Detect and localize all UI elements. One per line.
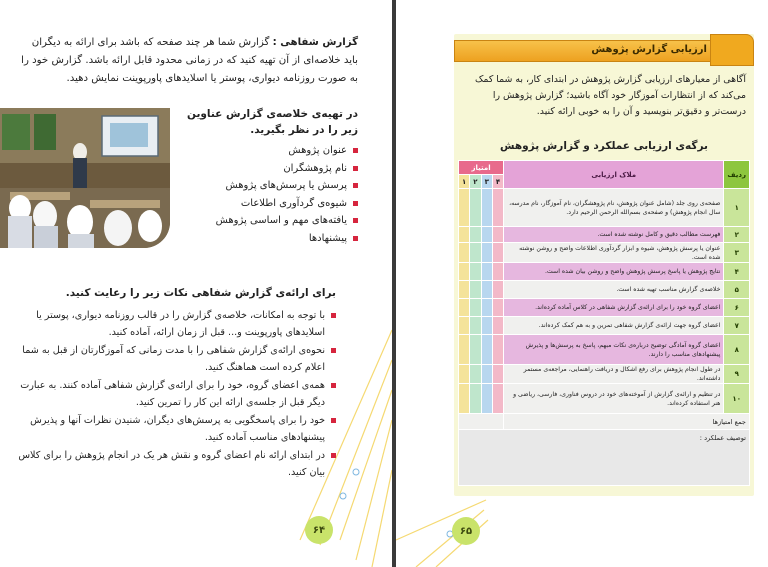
summary-tips bbox=[178, 106, 358, 247]
rules-list bbox=[18, 307, 336, 482]
table-row bbox=[459, 281, 750, 299]
sum-label: جمع امتیازها bbox=[504, 414, 750, 430]
row-number: ۹ bbox=[724, 365, 750, 384]
score-level-4: ۴ bbox=[492, 175, 503, 189]
table-row bbox=[459, 317, 750, 335]
page-number-right: ۶۵ bbox=[452, 517, 480, 545]
score-cell[interactable] bbox=[459, 335, 470, 365]
row-number: ۵ bbox=[724, 281, 750, 299]
score-cell[interactable] bbox=[481, 384, 492, 414]
score-cell[interactable] bbox=[492, 263, 503, 281]
oral-report-rules bbox=[18, 285, 336, 482]
table-title: برگه‌ی ارزیابی عملکرد و گزارش پژوهش bbox=[500, 140, 708, 152]
score-level-2: ۲ bbox=[470, 175, 481, 189]
section-header-tab bbox=[710, 34, 754, 66]
tips-list bbox=[178, 142, 358, 247]
score-cell[interactable] bbox=[492, 243, 503, 263]
list-item: با توجه به امکانات، خلاصه‌ی گزارش را در قالب روزنامه دیواری، پوستر یا اسلایدهای پاورپوینت و... قبل از زمان ارائه، آماده کنید. bbox=[18, 307, 336, 342]
row-number: ۳ bbox=[724, 243, 750, 263]
description-label[interactable]: توصیف عملکرد : bbox=[459, 430, 750, 486]
list-item: یافته‌های مهم و اساسی پژوهش bbox=[178, 212, 358, 230]
intro-paragraph bbox=[18, 34, 358, 88]
row-criterion: خلاصه‌ی گزارش مناسب تهیه شده است. bbox=[504, 281, 724, 299]
intro-label: گزارش شفاهی : bbox=[272, 37, 358, 48]
sum-value-cell[interactable] bbox=[459, 414, 504, 430]
score-cell[interactable] bbox=[459, 243, 470, 263]
list-item: نام پژوهشگران bbox=[178, 160, 358, 178]
score-cell[interactable] bbox=[492, 384, 503, 414]
row-number: ۱ bbox=[724, 189, 750, 227]
evaluation-panel bbox=[454, 34, 754, 496]
score-cell[interactable] bbox=[492, 299, 503, 317]
rules-heading: برای ارائه‌ی گزارش شفاهی نکات زیر را رعایت کنید. bbox=[65, 287, 336, 299]
section-title: ارزیابی گزارش پژوهش bbox=[591, 44, 707, 55]
list-item: در ابتدای ارائه نام اعضای گروه و نقش هر یک در انجام پژوهش را برای کلاس بیان کنید. bbox=[18, 447, 336, 482]
row-number: ۴ bbox=[724, 263, 750, 281]
score-cell[interactable] bbox=[470, 299, 481, 317]
row-number: ۲ bbox=[724, 227, 750, 243]
list-item: پیشنهادها bbox=[178, 230, 358, 248]
classroom-photo bbox=[0, 108, 170, 248]
score-cell[interactable] bbox=[470, 281, 481, 299]
row-criterion: اعضای گروه خود را برای ارائه‌ی گزارش شفاهی در کلاس آماده کرده‌اند. bbox=[504, 299, 724, 317]
score-cell[interactable] bbox=[481, 189, 492, 227]
score-cell[interactable] bbox=[459, 263, 470, 281]
score-cell[interactable] bbox=[481, 263, 492, 281]
intro-text: گزارش شما هر چند صفحه که باشد برای ارائه به دیگران باید خلاصه‌ای از آن تهیه کنید که در زمانی محدود قابل ارائه باشد. گزارش خود را به صورت روزنامه دیواری، پوستر یا اسلایدهای پاورپوینت نمایش دهید. bbox=[21, 37, 358, 84]
score-cell[interactable] bbox=[459, 227, 470, 243]
score-cell[interactable] bbox=[459, 384, 470, 414]
score-cell[interactable] bbox=[459, 365, 470, 384]
table-row-description bbox=[459, 430, 750, 486]
score-cell[interactable] bbox=[492, 227, 503, 243]
score-cell[interactable] bbox=[459, 299, 470, 317]
table-row bbox=[459, 384, 750, 414]
list-item: پرسش یا پرسش‌های پژوهش bbox=[178, 177, 358, 195]
list-item: نحوه‌ی ارائه‌ی گزارش شفاهی را با مدت زمانی که آموزگارتان از قبل به شما اعلام کرده است هماهنگ کنید. bbox=[18, 342, 336, 377]
row-criterion: اعضای گروه آمادگی توضیح دربار‌ه‌ی نکات مبهم، پاسخ به پرسش‌ها و پذیرش پیشنهادهای مناسب را دارند. bbox=[504, 335, 724, 365]
table-row bbox=[459, 263, 750, 281]
score-cell[interactable] bbox=[481, 299, 492, 317]
row-criterion: اعضای گروه جهت ارائه‌ی گزارش شفاهی تمرین و به هم کمک کرده‌اند. bbox=[504, 317, 724, 335]
section-header bbox=[454, 34, 754, 66]
score-cell[interactable] bbox=[492, 335, 503, 365]
table-row bbox=[459, 243, 750, 263]
list-item: عنوان پژوهش bbox=[178, 142, 358, 160]
score-level-1: ۱ bbox=[459, 175, 470, 189]
score-cell[interactable] bbox=[470, 227, 481, 243]
score-cell[interactable] bbox=[470, 189, 481, 227]
column-header-row: ردیف bbox=[724, 161, 750, 189]
row-criterion: عنوان یا پرسش پژوهش، شیوه و ابزار گردآوری اطلاعات واضح و روشن نوشته شده است. bbox=[504, 243, 724, 263]
table-row bbox=[459, 299, 750, 317]
score-cell[interactable] bbox=[470, 335, 481, 365]
score-cell[interactable] bbox=[459, 281, 470, 299]
evaluation-table bbox=[458, 160, 750, 486]
table-row-sum bbox=[459, 414, 750, 430]
row-number: ۸ bbox=[724, 335, 750, 365]
score-cell[interactable] bbox=[481, 281, 492, 299]
score-cell[interactable] bbox=[492, 281, 503, 299]
row-number: ۱۰ bbox=[724, 384, 750, 414]
table-row bbox=[459, 365, 750, 384]
score-cell[interactable] bbox=[470, 365, 481, 384]
score-cell[interactable] bbox=[481, 365, 492, 384]
column-header-score: امتیاز bbox=[459, 161, 504, 175]
score-cell[interactable] bbox=[492, 317, 503, 335]
score-cell[interactable] bbox=[470, 243, 481, 263]
tips-heading: در تهیه‌ی خلاصه‌ی گزارش عناوین زیر را در نظر بگیرید. bbox=[187, 108, 358, 136]
score-cell[interactable] bbox=[470, 263, 481, 281]
right-page bbox=[396, 0, 768, 567]
column-header-criterion: ملاک ارزیابی bbox=[504, 161, 724, 189]
row-criterion: صفحه‌ی روی جلد (شامل عنوان پژوهش، نام پژوهشگران، نام آموزگار، نام مدرسه، سال انجام پژوهش) و صفحه‌ی بسم‌الله الرحمن الرحیم دارد. bbox=[504, 189, 724, 227]
row-number: ۶ bbox=[724, 299, 750, 317]
score-cell[interactable] bbox=[470, 317, 481, 335]
score-cell[interactable] bbox=[481, 317, 492, 335]
list-item: شیوه‌ی گردآوری اطلاعات bbox=[178, 195, 358, 213]
score-level-3: ۳ bbox=[481, 175, 492, 189]
score-cell[interactable] bbox=[481, 335, 492, 365]
list-item: خود را برای پاسخگویی به پرسش‌های دیگران، شنیدن نظرات آنها و پذیرش پیشنهادهای مناسب آماده کنید. bbox=[18, 412, 336, 447]
table-row bbox=[459, 335, 750, 365]
row-number: ۷ bbox=[724, 317, 750, 335]
score-cell[interactable] bbox=[470, 384, 481, 414]
evaluation-intro: آگاهی از معیارهای ارزیابی گزارش پژوهش در ابتدای کار، به شما کمک می‌کند که از انتظارات آموزگار خود آگاه باشید؛ گزارش پژوهش را درست‌تر و دقیق‌تر بنویسید و آن را به خوبی ارائه کنید. bbox=[475, 74, 746, 117]
row-criterion: فهرست مطالب دقیق و کامل نوشته شده است. bbox=[504, 227, 724, 243]
row-criterion: نتایج پژوهش یا پاسخ پرسش پژوهش واضح و روشن بیان شده است. bbox=[504, 263, 724, 281]
section-header-band bbox=[454, 40, 714, 62]
score-cell[interactable] bbox=[459, 189, 470, 227]
row-criterion: در طول انجام پژوهش برای رفع اشکال و دریافت راهنمایی، مراجعه‌ی مستمر داشته‌اند. bbox=[504, 365, 724, 384]
table-row bbox=[459, 189, 750, 227]
page-number-left: ۶۴ bbox=[305, 516, 333, 544]
score-cell[interactable] bbox=[492, 365, 503, 384]
row-criterion: در تنظیم و ارائه‌ی گزارش از آموخته‌های خود در دروس فناوری، فارسی، ریاضی و هنر استفاده کرده‌اند. bbox=[504, 384, 724, 414]
score-cell[interactable] bbox=[481, 227, 492, 243]
score-cell[interactable] bbox=[459, 317, 470, 335]
score-cell[interactable] bbox=[481, 243, 492, 263]
table-row bbox=[459, 227, 750, 243]
list-item: همه‌ی اعضای گروه، خود را برای ارائه‌ی گزارش شفاهی آماده کنند. به عبارت دیگر قبل از جلسه‌ی ارائه این کار را تمرین کنید. bbox=[18, 377, 336, 412]
score-cell[interactable] bbox=[492, 189, 503, 227]
